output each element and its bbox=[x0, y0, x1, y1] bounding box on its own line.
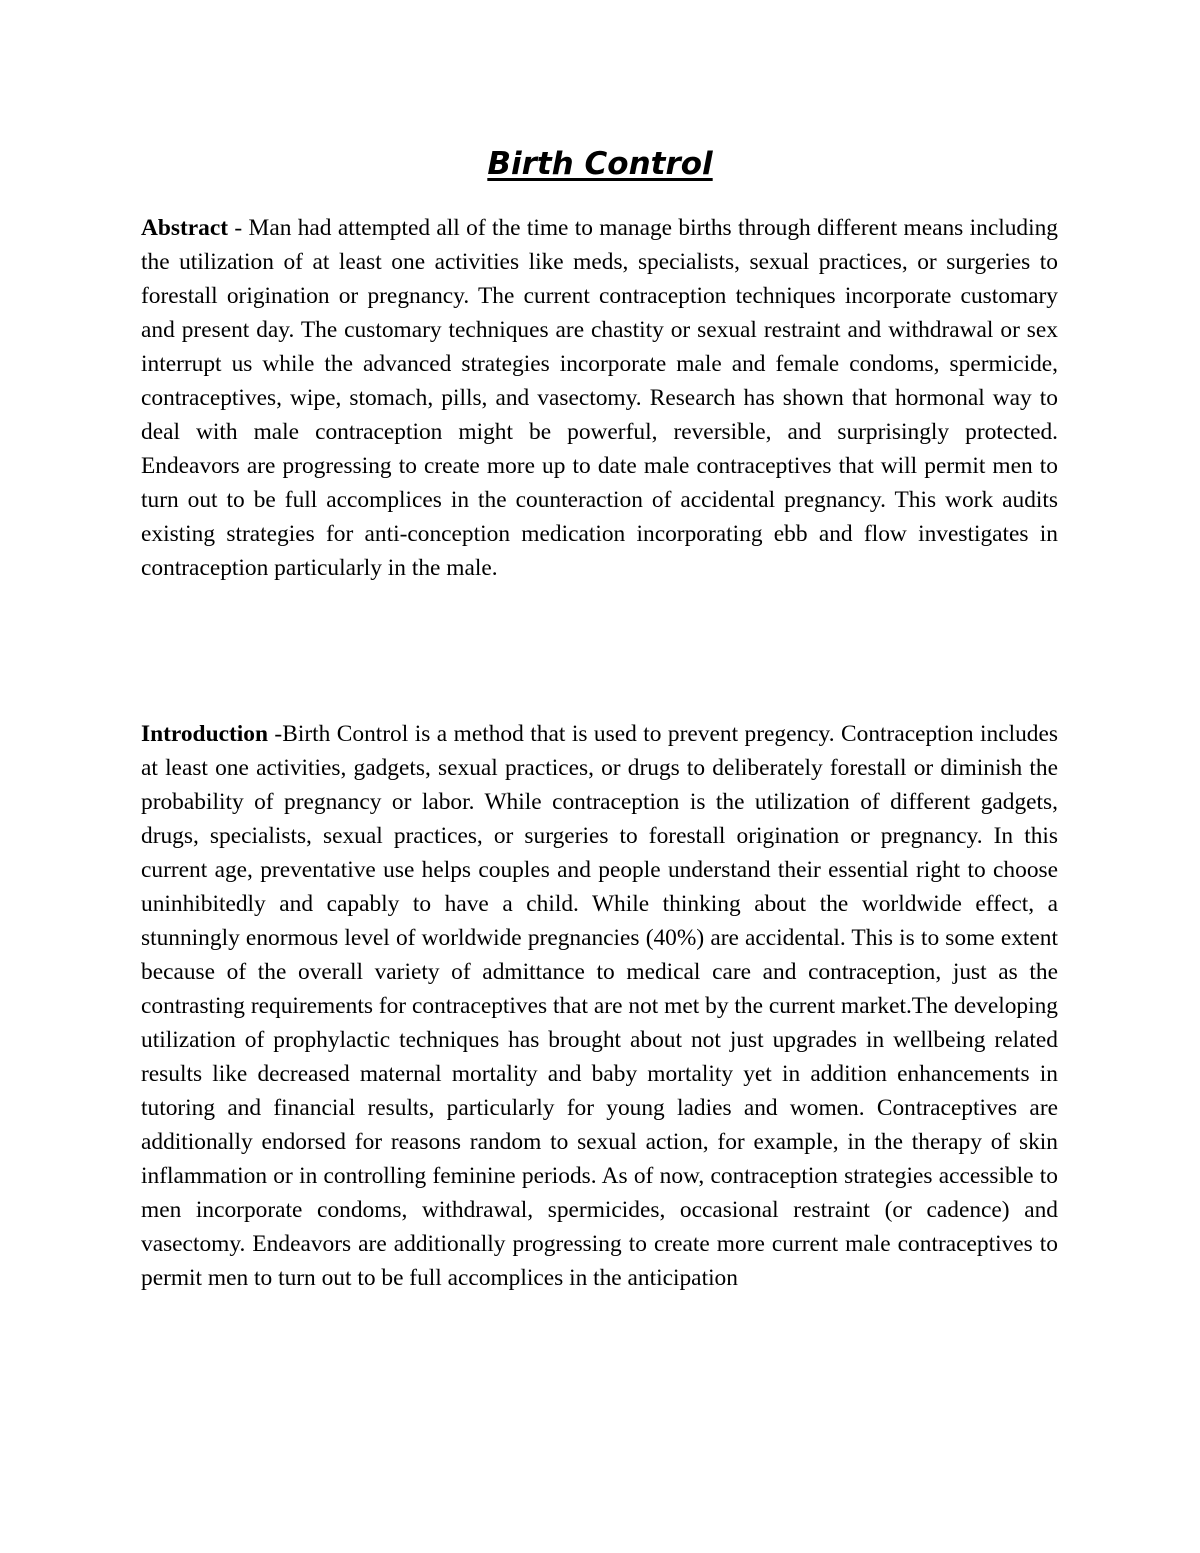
abstract-separator: - bbox=[228, 215, 249, 241]
abstract-paragraph bbox=[141, 211, 1058, 585]
abstract-heading: Abstract bbox=[141, 215, 229, 241]
introduction-heading: Introduction bbox=[141, 721, 268, 747]
introduction-text: Birth Control is a method that is used to prevent pregency. Contraception includes at least one activities, gadgets, sexual practices, or drugs to deliberately forestall or diminish the probability of pregnancy or labor. While contraception is the utilization of different gadgets, drugs, specialists, sexual practices, or surgeries to forestall origination or pregnancy. In this current age, preventative use helps couples and people understand their essential right to choose uninhibitedly and capably to have a child. While thinking about the worldwide effect, a stunningly enormous level of worldwide pregnancies (40%) are accidental. This is to some extent because of the overall variety of admittance to medical care and contraception, just as the contrasting requirements for contraceptives that are not met by the current market.The developing utilization of prophylactic techniques has brought about not just upgrades in wellbeing related results like decreased maternal mortality and baby mortality yet in addition enhancements in tutoring and financial results, particularly for young ladies and women. Contraceptives are additionally endorsed for reasons random to sexual action, for example, in the therapy of skin inflammation or in controlling feminine periods. As of now, contraception strategies accessible to men incorporate condoms, withdrawal, spermicides, occasional restraint (or cadence) and vasectomy. Endeavors are additionally progressing to create more current male contraceptives to permit men to turn out to be full accomplices in the anticipation bbox=[141, 721, 1058, 1291]
abstract-text: Man had attempted all of the time to manage births through different means including the utilization of at least one activities like meds, specialists, sexual practices, or surgeries to forestall origination or pregnancy. The current contraception techniques incorporate customary and present day. The customary techniques are chastity or sexual restraint and withdrawal or sex interrupt us while the advanced strategies incorporate male and female condoms, spermicide, contraceptives, wipe, stomach, pills, and vasectomy. Research has shown that hormonal way to deal with male contraception might be powerful, reversible, and surprisingly protected. Endeavors are progressing to create more up to date male contraceptives that will permit men to turn out to be full accomplices in the counteraction of accidental pregnancy. This work audits existing strategies for anti-conception medication incorporating ebb and flow investigates in contraception particularly in the male. bbox=[141, 215, 1058, 581]
document-title: Birth Control bbox=[487, 146, 713, 182]
introduction-paragraph bbox=[141, 717, 1058, 1295]
introduction-separator: - bbox=[267, 721, 283, 747]
